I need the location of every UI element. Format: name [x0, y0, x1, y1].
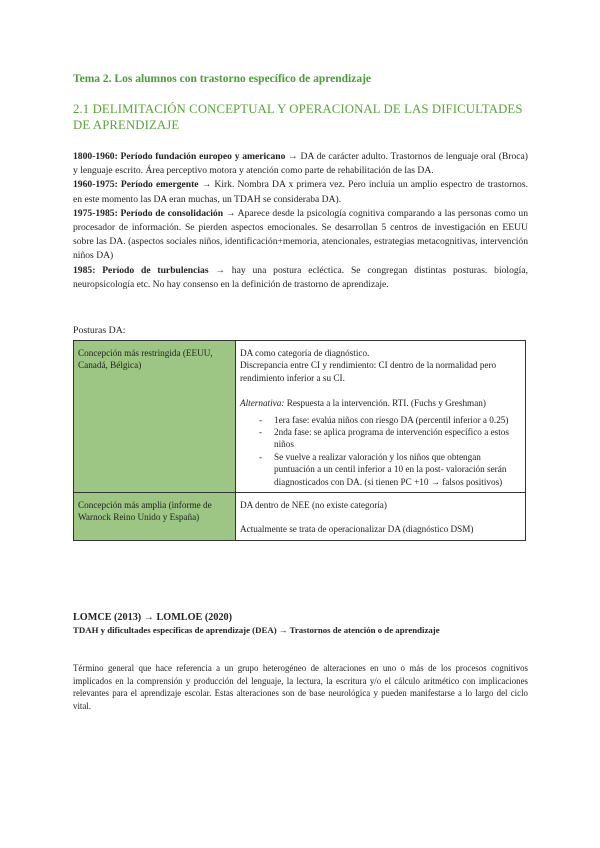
list-item: - Se vuelve a realizar valoración y los niños que obtengan puntuación a un centil inferior a 10 en la post- valoración serán diagnosticados con DA. (si tienen PC +10 → falsos positivos) — [274, 451, 520, 488]
table-cell-description — [236, 493, 526, 541]
history-text: → Kirk. Nombra DA x primera vez. Pero incluía un amplio espectro de trastornos. en este momento las DA eran muchas, un TDAH se consideraba DA). — [73, 179, 528, 205]
section-heading: 2.1 DELIMITACIÓN CONCEPTUAL Y OPERACIONAL DE LAS DIFICULTADES DE APRENDIZAJE — [73, 102, 523, 132]
history-period: 1985: Período de turbulencias — [73, 264, 209, 276]
law-heading: LOMCE (2013) → LOMLOE (2020) — [73, 612, 233, 623]
history-period: 1960-1975: Período emergente — [73, 179, 199, 191]
alternative-label: Alternativa: — [240, 398, 285, 409]
table-cell-description — [236, 341, 526, 493]
posturas-table — [73, 340, 526, 541]
alternative-line — [240, 397, 520, 409]
law-subheading: TDAH y dificultades específicas de aprendizaje (DEA) → Trastornos de atención o de aprendizaje — [73, 625, 440, 635]
history-text: → Aparece desde la psicología cognitiva comparando a las personas como un procesador de información. Se pierden aspectos emocionales. Se desarrollan 5 centros de investigación en EEUU sobre las DA. (aspectos sociales niños, identificación+memoria, atencionales, estrategias metacognitivas, intervención niños DA) — [73, 207, 528, 262]
posturas-label: Posturas DA: — [73, 325, 126, 336]
history-item — [73, 264, 528, 292]
table-cell-concept: Concepción más restringida (EEUU, Canadá, Bélgica) — [74, 341, 236, 493]
law-block — [73, 612, 528, 635]
phase-list — [240, 414, 520, 488]
cell-line: DA dentro de NEE (no existe categoría) — [240, 500, 387, 511]
list-item: - 1era fase: evalúa niños con riesgo DA (percentil inferior a 0.25) — [274, 414, 520, 426]
cell-line: Discrepancia entre CI y rendimiento: CI dentro de la normalidad pero rendimiento inferior a su CI. — [240, 360, 497, 383]
list-item: - 2nda fase: se aplica programa de intervención específico a estos niños — [274, 426, 520, 451]
history-item — [73, 207, 528, 264]
history-item — [73, 178, 528, 206]
history-item — [73, 150, 528, 178]
history-list — [73, 150, 528, 292]
history-period: 1975-1985: Período de consolidación — [73, 207, 224, 219]
table-row — [74, 493, 526, 541]
definition-paragraph: Término general que hace referencia a un grupo heterogéneo de alteraciones en uno o más de los procesos cognitivos implicados en la comprensión y producción del lenguaje, la lectura, la escritura y/o el cálculo aritmético con implicaciones relevantes para el aprendizaje escolar. Estas alteraciones son de base neurológica y pueden manifestarse a lo largo del ciclo vital. — [73, 663, 528, 711]
table-row — [74, 341, 526, 493]
history-text: → hay una postura ecléctica. Se congregan distintas posturas. biología, neuropsicología etc. No hay consenso en la definición de trastorno de aprendizaje. — [73, 264, 528, 290]
history-period: 1800-1960: Período fundación europeo y americano — [73, 151, 286, 162]
table-cell-concept: Concepción más amplia (informe de Warnock Reino Unido y España) — [74, 493, 236, 541]
document-title: Tema 2. Los alumnos con trastorno específico de aprendizaje — [73, 73, 372, 85]
cell-line: DA como categoría de diagnóstico. — [240, 348, 370, 358]
alternative-text: Respuesta a la intervención. RTI. (Fuchs y Greshman) — [284, 398, 486, 409]
cell-line: Actualmente se trata de operacionalizar DA (diagnóstico DSM) — [240, 524, 474, 535]
history-text: → DA de carácter adulto. Trastornos de lenguaje oral (Broca) y lenguaje escrito. Área perceptivo motora y atención como parte de rehabilitación de las DA. — [73, 151, 529, 177]
